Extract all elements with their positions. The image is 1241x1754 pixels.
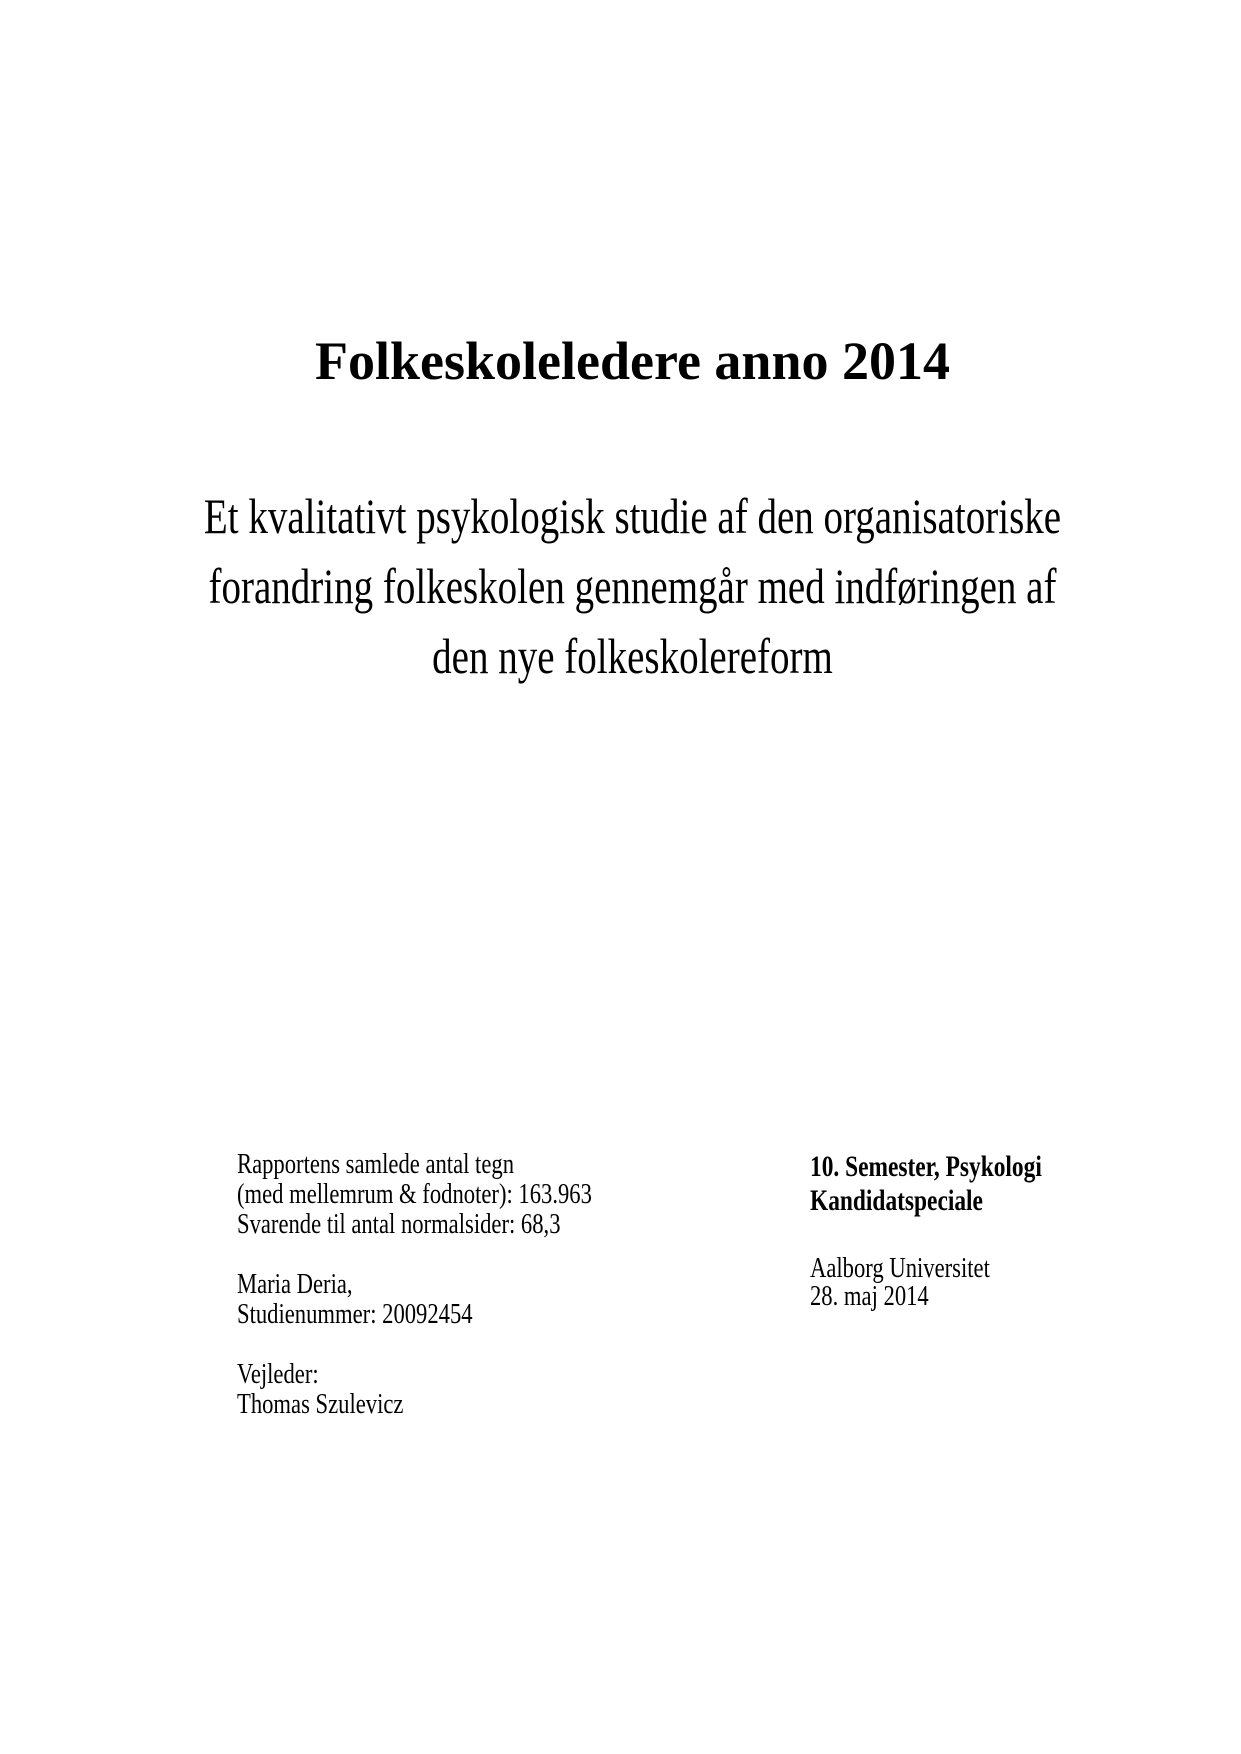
author-name: Maria Deria, xyxy=(237,1268,353,1300)
supervisor-name: Thomas Szulevicz xyxy=(237,1388,404,1420)
stats-line-2: (med mellemrum & fodnoter): 163.963 xyxy=(237,1178,592,1210)
program-type: Kandidatspeciale xyxy=(810,1184,983,1217)
program-semester: 10. Semester, Psykologi xyxy=(810,1150,1042,1183)
submission-date: 28. maj 2014 xyxy=(810,1280,929,1312)
stats-line-1: Rapportens samlede antal tegn xyxy=(237,1148,515,1180)
program-block xyxy=(810,1150,1216,1218)
institution-name: Aalborg Universitet xyxy=(810,1252,990,1284)
report-stats xyxy=(237,1149,721,1239)
author-student-number: Studienummer: 20092454 xyxy=(237,1298,473,1330)
report-details-left xyxy=(237,1149,721,1419)
document-subtitle xyxy=(149,481,1117,691)
subtitle-line-2: forandring folkeskolen gennemgår med indføringen af xyxy=(208,558,1057,614)
supervisor-label: Vejleder: xyxy=(237,1358,319,1390)
author-block xyxy=(237,1269,721,1329)
subtitle-line-1: Et kvalitativt psykologisk studie af den organisatoriske xyxy=(203,488,1062,544)
stats-line-3: Svarende til antal normalsider: 68,3 xyxy=(237,1208,561,1240)
report-details-right xyxy=(810,1150,1216,1310)
subtitle-line-3: den nye folkeskolereform xyxy=(432,628,833,684)
supervisor-block xyxy=(237,1359,721,1419)
document-title: Folkeskoleledere anno 2014 xyxy=(314,331,950,392)
institution-block xyxy=(810,1254,1216,1310)
